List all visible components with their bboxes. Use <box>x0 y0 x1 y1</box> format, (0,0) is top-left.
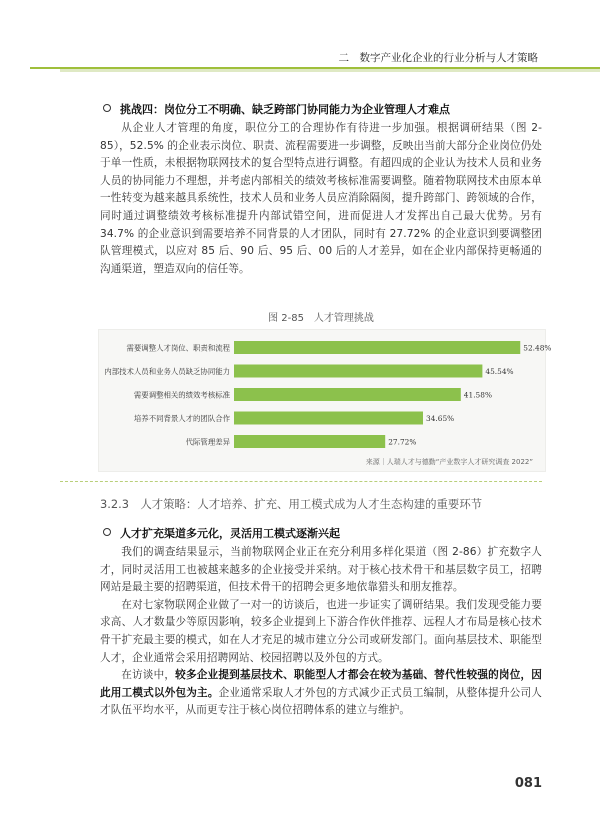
bar-category-label: 内部技术人员和业务人员缺乏协同能力 <box>104 367 230 376</box>
p3-prefix: 在访谈中， <box>121 669 176 682</box>
bar-category-label: 代际管理差异 <box>185 437 230 447</box>
bar-value-label: 45.54% <box>485 367 514 376</box>
bar-category-label: 培养不同背景人才的团队合作 <box>133 414 230 423</box>
running-header: 二 数字产业化企业的行业分析与人才策略 <box>338 52 538 64</box>
bar-chart <box>98 329 552 472</box>
p3-suffix: 企业通常采取人才外包的方式减少正式员工编制，从整体提升公司人才队伍平均水平，从而更专注于核心岗位招聘体系的建立与维护。 <box>100 686 542 717</box>
bar <box>234 365 482 378</box>
challenge-heading <box>103 101 450 117</box>
bar-value-label: 27.72% <box>388 437 417 447</box>
challenge-heading-text: 挑战四：岗位分工不明确、缺乏跨部门协同能力为企业管理人才难点 <box>120 103 450 116</box>
page-number: 081 <box>514 776 542 791</box>
bar <box>234 435 385 448</box>
strategy-body <box>100 544 542 720</box>
bar-value-label: 52.48% <box>523 343 552 353</box>
bar-value-label: 41.58% <box>463 390 492 400</box>
figure-source: 来源｜人瑞人才与德勤“产业数字人才研究调查 2022” <box>365 458 533 466</box>
bar-value-label: 34.65% <box>426 414 455 423</box>
bar-category-label: 需要调整人才岗位、职责和流程 <box>126 343 230 353</box>
figure-divider <box>60 481 542 482</box>
strategy-paragraph-3 <box>100 667 542 720</box>
bar-chart-svg <box>99 330 552 471</box>
strategy-paragraph-2: 在对七家物联网企业做了一对一的访谈后，也进一步证实了调研结果。我们发现受能力要求高、人才数量少等原因影响，较多企业提到上下游合作伙伴推荐、远程人才布局是核心技术骨干扩充最主要的模式，如在人才充足的城市建立分公司或研发部门。面向基层技术、职能型人才，企业通常会采用招聘网站、校园招聘以及外包的方式。 <box>100 598 542 664</box>
p3-emphasis: 较多企业提到基层技术、职能型人才都会在较为基础、替代性较强的岗位，因此用工模式以外包为主。 <box>100 669 542 699</box>
bar <box>234 388 461 401</box>
challenge-paragraph: 从企业人才管理的角度，职位分工的合理协作有待进一步加强。根据调研结果（图 2-85），52.5% 的企业表示岗位、职责、流程需要进一步调整，反映出当前大部分企业岗位仍处于单一性质，未根据物联网技术的复合型特点进行调整。有超四成的企业认为技术人员和业务人员的协同能力不理想，并考虑内部相关的绩效考核标准需要调整。随着物联网技术由原本单一性转变为越来越具系统性，技术人员和业务人员应消除隔阂，提升跨部门、跨领域的合作，同时通过调整绩效考核标准提升内部试错空间，进而促进人才发挥出自己最大优势。另有 34.7% 的企业意识到需要培养不同背景的人才团队，同时有 27.72% 的企业意识到要调整团队管理模式，以应对 85 后、90 后、95 后、00 后的人才差异，如在企业内部保持更畅通的沟通渠道，塑造双向的信任等。 <box>100 122 542 275</box>
strategy-paragraph-1: 我们的调查结果显示，当前物联网企业正在充分利用多样化渠道（图 2-86）扩充数字人才，同时灵活用工也被越来越多的企业接受并采纳。对于核心技术骨干和基层数字员工，招聘网站是最主要的招聘渠道，但技术骨干的招聘会更多地依靠猎头和朋友推荐。 <box>100 546 542 594</box>
bar <box>234 412 423 425</box>
strategy-heading <box>103 525 340 541</box>
section-title: 3.2.3 人才策略：人才培养、扩充、用工模式成为人才生态构建的重要环节 <box>100 497 483 511</box>
strategy-heading-text: 人才扩充渠道多元化，灵活用工模式逐渐兴起 <box>120 527 340 540</box>
circle-bullet-icon <box>103 528 111 536</box>
figure-title: 图 2-85 人才管理挑战 <box>268 313 374 324</box>
challenge-body <box>100 120 542 278</box>
bar-category-label: 需要调整相关的绩效考核标准 <box>133 390 230 400</box>
circle-bullet-icon <box>103 104 111 112</box>
bar <box>234 341 520 354</box>
header-band <box>60 69 600 72</box>
